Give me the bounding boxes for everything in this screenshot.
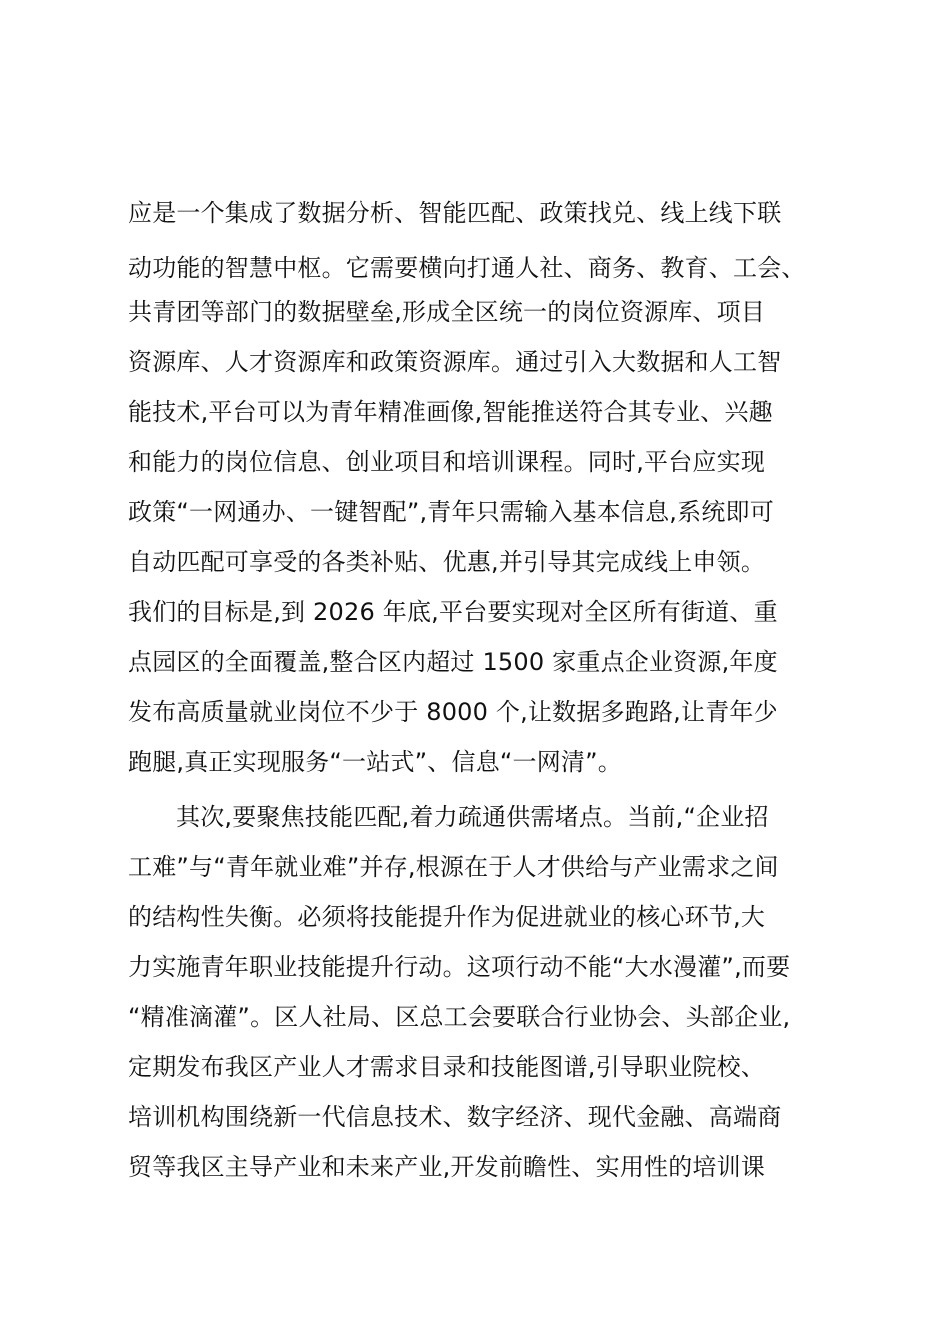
text-line: 定期发布我区产业人才需求目录和技能图谱,引导职业院校、 [128,1053,766,1081]
text-line: 点园区的全面覆盖,整合区内超过 1500 家重点企业资源,年度 [128,648,778,676]
text-line: 贸等我区主导产业和未来产业,开发前瞻性、实用性的培训课 [128,1153,766,1181]
text-line: 跑腿,真正实现服务“一站式”、信息“一网清”。 [128,748,622,776]
text-line: 工难”与“青年就业难”并存,根源在于人才供给与产业需求之间 [128,853,779,881]
text-line: “精准滴灌”。区人社局、区总工会要联合行业协会、头部企业, [128,1003,791,1031]
text-line: 资源库、人才资源库和政策资源库。通过引入大数据和人工智 [128,348,782,376]
text-line: 政策“一网通办、一键智配”,青年只需输入基本信息,系统即可 [128,498,774,526]
text-line: 和能力的岗位信息、创业项目和培训课程。同时,平台应实现 [128,448,766,476]
text-line: 力实施青年职业技能提升行动。这项行动不能“大水漫灌”,而要 [128,953,791,981]
text-line: 培训机构围绕新一代信息技术、数字经济、现代金融、高端商 [128,1103,782,1131]
text-line: 动功能的智慧中枢。它需要横向打通人社、商务、教育、工会、 [128,254,806,282]
text-line: 的结构性失衡。必须将技能提升作为促进就业的核心环节,大 [128,903,766,931]
text-line: 能技术,平台可以为青年精准画像,智能推送符合其专业、兴趣 [128,398,773,426]
text-line: 共青团等部门的数据壁垒,形成全区统一的岗位资源库、项目 [128,298,766,326]
text-line: 应是一个集成了数据分析、智能匹配、政策找兑、线上线下联 [128,199,782,227]
text-line: 自动匹配可享受的各类补贴、优惠,并引导其完成线上申领。 [128,548,766,576]
text-line: 我们的目标是,到 2026 年底,平台要实现对全区所有街道、重 [128,598,778,626]
text-line: 发布高质量就业岗位不少于 8000 个,让数据多跑路,让青年少 [128,698,778,726]
paragraph-first-line: 其次,要聚焦技能匹配,着力疏通供需堵点。当前,“企业招 [176,803,769,831]
